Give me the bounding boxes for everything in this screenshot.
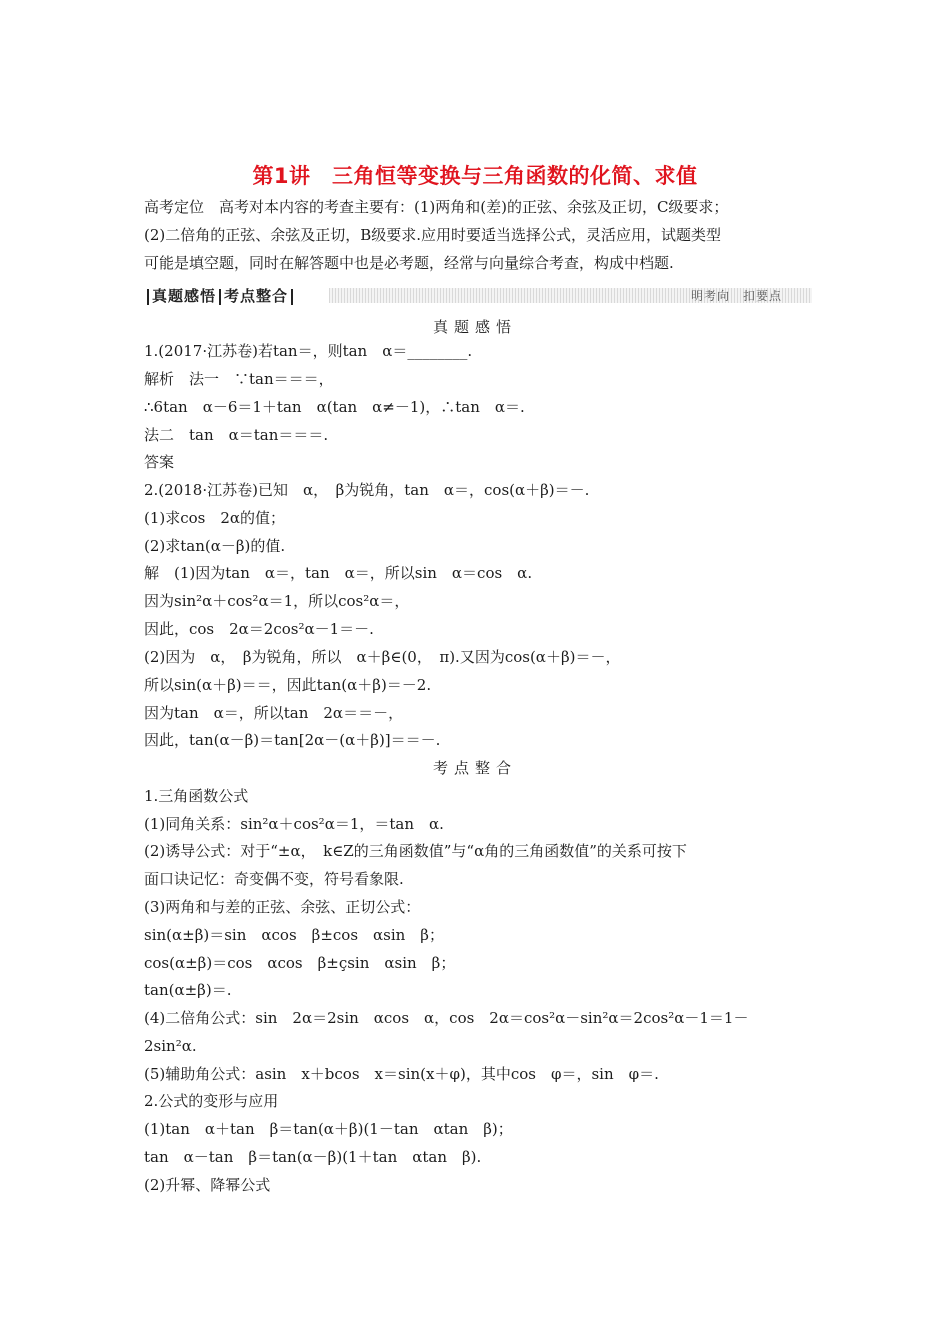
text-line: (1)同角关系：sin²α＋cos²α＝1，＝tan α.	[144, 815, 444, 833]
text-line: 因此，cos 2α＝2cos²α－1＝－.	[144, 620, 374, 638]
text-line: 答案	[144, 453, 175, 471]
banner-label-b: 考点整合	[224, 287, 289, 305]
text-line: (2)求tan(α－β)的值.	[144, 537, 286, 555]
text-line: 1.三角函数公式	[144, 787, 249, 805]
text-line: (1)求cos 2α的值；	[144, 509, 286, 527]
section-heading: 考点整合	[432, 759, 517, 777]
intro-line: (2)二倍角的正弦、余弦及正切，B级要求.应用时要适当选择公式，灵活应用，试题类型	[144, 226, 722, 244]
text-line: tan α－tan β＝tan(α－β)(1＋tan αtan β).	[144, 1148, 482, 1166]
intro-line: 高考定位 高考对本内容的考查主要有：(1)两角和(差)的正弦、余弦及正切，C级要求；	[144, 198, 729, 216]
text-line: 面口诀记忆：奇变偶不变，符号看象限.	[144, 870, 404, 888]
text-line: (2)升幂、降幂公式	[144, 1176, 271, 1194]
text-line: (5)辅助角公式：asin x＋bcos x＝sin(x＋φ)，其中cos φ＝，sin φ＝.	[144, 1065, 659, 1083]
banner-right-text: 明考向 扣要点	[690, 289, 782, 303]
text-line: (2)诱导公式：对于“±α， k∈Z的三角函数值”与“α角的三角函数值”的关系可按下	[144, 842, 687, 860]
text-line: (2)因为 α， β为锐角，所以 α＋β∈(0， π).又因为cos(α＋β)＝－，	[144, 648, 621, 666]
text-line: (1)tan α＋tan β＝tan(α＋β)(1－tan αtan β)；	[144, 1120, 513, 1138]
section-heading: 真题感悟	[432, 318, 517, 336]
text-line: 因为sin²α＋cos²α＝1，所以cos²α＝，	[144, 592, 410, 610]
text-line: sin(α±β)＝sin αcos β±cos αsin β；	[144, 926, 444, 944]
text-line: 2.公式的变形与应用	[144, 1092, 279, 1110]
text-line: tan(α±β)＝.	[144, 981, 232, 999]
page-title: 第1讲 三角恒等变换与三角函数的化简、求值	[252, 164, 698, 188]
text-line: ∴6tan α－6＝1＋tan α(tan α≠－1)，∴tan α＝.	[144, 398, 525, 416]
text-line: 2.(2018·江苏卷)已知 α， β为锐角，tan α＝，cos(α＋β)＝－.	[144, 481, 590, 499]
text-line: 法二 tan α＝tan＝＝＝.	[144, 426, 329, 444]
text-line: 所以sin(α＋β)＝＝，因此tan(α＋β)＝－2.	[144, 676, 432, 694]
text-line: 2sin²α.	[144, 1037, 197, 1055]
text-line: 解析 法一 ∵tan＝＝＝，	[144, 370, 334, 388]
banner-label-a: 真题感悟	[152, 287, 217, 305]
text-line: 1.(2017·江苏卷)若tan＝，则tan α＝________.	[144, 342, 473, 360]
text-line: cos(α±β)＝cos αcos β±çsin αsin β；	[144, 954, 456, 972]
text-line: 解 (1)因为tan α＝，tan α＝，所以sin α＝cos α.	[144, 564, 533, 582]
intro-line: 可能是填空题，同时在解答题中也是必考题，经常与向量综合考查，构成中档题.	[144, 254, 674, 272]
banner-label	[144, 285, 302, 307]
text-line: 因此，tan(α－β)＝tan[2α－(α＋β)]＝＝－.	[144, 731, 441, 749]
text-line: (4)二倍角公式：sin 2α＝2sin αcos α，cos 2α＝cos²α－sin²α＝2cos²α－1＝1－	[144, 1009, 749, 1027]
text-line: (3)两角和与差的正弦、余弦、正切公式：	[144, 898, 421, 916]
text-line: 因为tan α＝，所以tan 2α＝＝－，	[144, 704, 404, 722]
section-banner	[144, 285, 812, 307]
